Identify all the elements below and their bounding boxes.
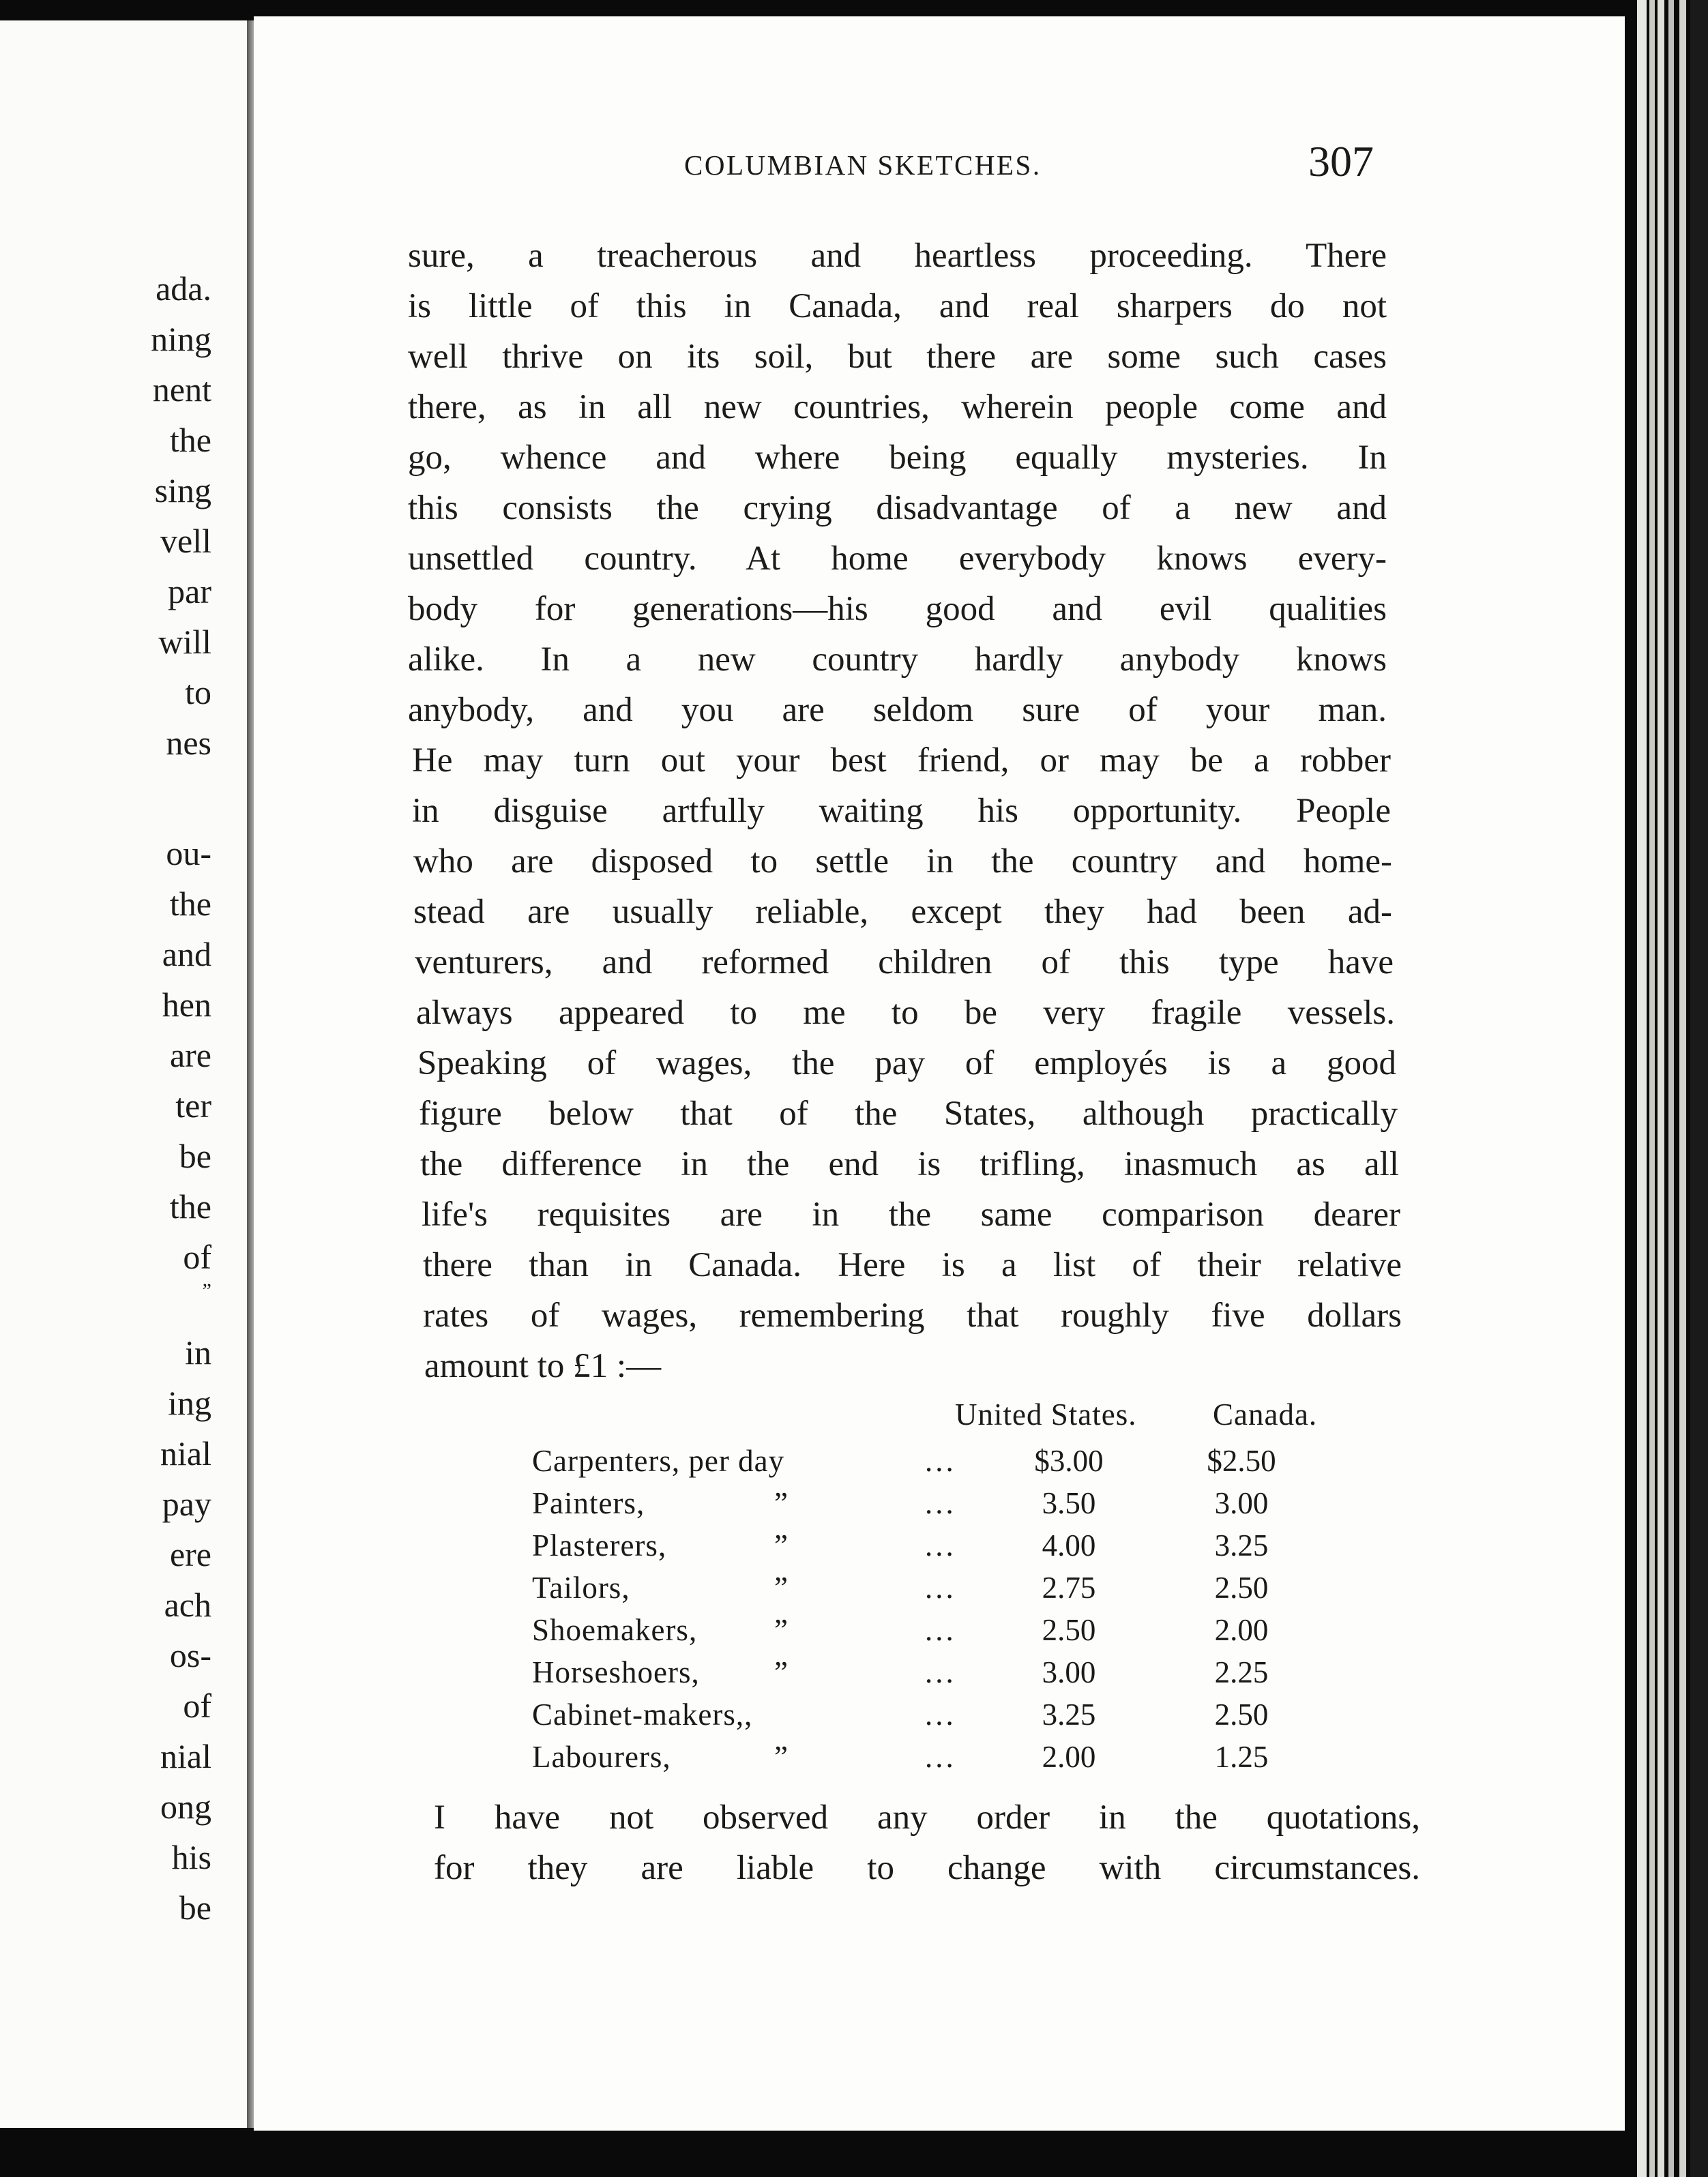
left-page-line: vell	[160, 522, 211, 560]
body-line: anybody, and you are seldom sure of your man.	[408, 691, 1387, 729]
wage-canada: 2.50	[1214, 1571, 1269, 1605]
left-page-line: nial	[160, 1737, 211, 1775]
left-page-line: os-	[169, 1636, 211, 1674]
leader-dots: ...	[925, 1444, 956, 1478]
left-page-line: ach	[164, 1586, 211, 1624]
trade-name: Cabinet-makers,,	[532, 1698, 753, 1732]
ditto-mark: ”	[774, 1613, 788, 1647]
body-line: in disguise artfully waiting his opportunity. People	[412, 792, 1391, 830]
ditto-mark: ”	[774, 1486, 788, 1520]
table-row	[0, 1695, 1708, 1734]
ditto-mark: ”	[774, 1528, 788, 1563]
body-line: this consists the crying disadvantage of a new and	[408, 489, 1387, 527]
body-line: venturers, and reformed children of this type have	[415, 943, 1394, 981]
wage-united-states: 3.25	[1042, 1698, 1096, 1732]
column-header-canada: Canada.	[1213, 1397, 1318, 1432]
left-page-line: nent	[152, 370, 211, 409]
table-row	[0, 1569, 1708, 1607]
body-line: well thrive on its soil, but there are some such cases	[408, 338, 1387, 376]
left-page-line: will	[158, 623, 211, 661]
page-edge	[1649, 0, 1655, 2177]
left-page-line: be	[179, 1889, 211, 1927]
leader-dots: ...	[925, 1528, 956, 1563]
page-edge	[1658, 0, 1664, 2177]
page-number: 307	[1308, 137, 1374, 186]
wage-canada: 3.25	[1214, 1528, 1269, 1563]
left-page-line: nial	[160, 1434, 211, 1472]
wage-canada: 2.25	[1214, 1655, 1269, 1689]
page-edge	[1668, 0, 1674, 2177]
body-line: life's requisites are in the same comparison dearer	[422, 1196, 1400, 1234]
body-line: who are disposed to settle in the country and home-	[413, 842, 1392, 880]
left-page-line: ou-	[166, 834, 211, 872]
table-row	[0, 1442, 1708, 1480]
body-line: body for generations—his good and evil qualities	[408, 590, 1387, 628]
body-line: He may turn out your best friend, or may be a robber	[412, 741, 1391, 780]
body-line: go, whence and where being equally mysteries. In	[408, 439, 1387, 477]
left-page-line: hen	[162, 986, 211, 1024]
table-row	[0, 1526, 1708, 1565]
left-page-line: nes	[166, 724, 211, 762]
left-page-line: in	[185, 1333, 211, 1372]
left-page-line: ing	[168, 1384, 211, 1422]
left-page-line: be	[179, 1137, 211, 1175]
table-row	[0, 1484, 1708, 1522]
wage-united-states: $3.00	[1034, 1444, 1104, 1478]
left-page-line: the	[169, 1187, 211, 1226]
wage-canada: 2.00	[1214, 1613, 1269, 1647]
body-line: Speaking of wages, the pay of employés is a good	[417, 1044, 1396, 1082]
left-page-line: ter	[175, 1086, 211, 1125]
closing-line: I have not observed any order in the quotations,	[434, 1798, 1420, 1837]
left-page-line: the	[169, 885, 211, 923]
previous-page-fragment	[0, 20, 250, 2128]
closing-line: for they are liable to change with circumstances.	[434, 1849, 1420, 1887]
body-line: alike. In a new country hardly anybody knows	[408, 640, 1387, 679]
left-page-line: of	[183, 1238, 211, 1276]
wage-united-states: 4.00	[1042, 1528, 1096, 1563]
left-page-line: and	[162, 935, 211, 973]
wage-united-states: 2.50	[1042, 1613, 1096, 1647]
body-line: sure, a treacherous and heartless proceeding. There	[408, 237, 1387, 275]
page-edge	[1637, 0, 1647, 2177]
table-row	[0, 1738, 1708, 1776]
body-line: there than in Canada. Here is a list of their relative	[423, 1246, 1402, 1284]
left-page-line: ”	[202, 1279, 211, 1302]
wage-united-states: 3.50	[1042, 1486, 1096, 1520]
ditto-mark: ”	[774, 1655, 788, 1689]
wage-canada: 3.00	[1214, 1486, 1269, 1520]
left-page-line: ere	[169, 1535, 211, 1573]
leader-dots: ...	[925, 1613, 956, 1647]
body-line: amount to £1 :—	[424, 1347, 662, 1385]
trade-name: Painters,	[532, 1486, 645, 1520]
page-edge	[1690, 0, 1708, 2177]
left-page-line: are	[169, 1036, 211, 1074]
column-header-united-states: United States.	[955, 1397, 1137, 1432]
leader-dots: ...	[925, 1740, 956, 1774]
left-page-line: pay	[162, 1485, 211, 1523]
body-line: figure below that of the States, although practically	[419, 1095, 1398, 1133]
left-page-line: the	[169, 421, 211, 459]
ditto-mark: ”	[774, 1740, 788, 1774]
page-edge	[1679, 0, 1686, 2177]
body-line: rates of wages, remembering that roughly five dollars	[423, 1297, 1402, 1335]
leader-dots: ...	[925, 1698, 956, 1732]
leader-dots: ...	[925, 1486, 956, 1520]
trade-name: Plasterers,	[532, 1528, 667, 1563]
leader-dots: ...	[925, 1655, 956, 1689]
left-page-line: par	[168, 572, 211, 610]
body-line: is little of this in Canada, and real sharpers do not	[408, 287, 1387, 325]
wage-canada: 1.25	[1214, 1740, 1269, 1774]
running-head: COLUMBIAN SKETCHES.	[684, 149, 1042, 181]
left-page-line: his	[171, 1838, 211, 1876]
wage-united-states: 2.75	[1042, 1571, 1096, 1605]
ditto-mark: ”	[774, 1571, 788, 1605]
left-page-line: sing	[154, 471, 211, 509]
left-page-line: ong	[160, 1788, 211, 1826]
trade-name: Tailors,	[532, 1571, 630, 1605]
trade-name: Horseshoers,	[532, 1655, 700, 1689]
table-row	[0, 1611, 1708, 1649]
trade-name: Labourers,	[532, 1740, 671, 1774]
left-page-line: of	[183, 1687, 211, 1725]
body-line: the difference in the end is trifling, inasmuch as all	[420, 1145, 1399, 1183]
wage-canada: $2.50	[1207, 1444, 1276, 1478]
trade-name: Carpenters, per day	[532, 1444, 785, 1478]
left-page-line: ning	[151, 320, 211, 358]
wage-canada: 2.50	[1214, 1698, 1269, 1732]
wage-united-states: 3.00	[1042, 1655, 1096, 1689]
trade-name: Shoemakers,	[532, 1613, 698, 1647]
body-line: there, as in all new countries, wherein people come and	[408, 388, 1387, 426]
left-page-line: to	[185, 673, 211, 711]
body-line: unsettled country. At home everybody knows every-	[408, 539, 1387, 578]
left-page-line: ada.	[156, 269, 211, 308]
table-row	[0, 1653, 1708, 1691]
wage-united-states: 2.00	[1042, 1740, 1096, 1774]
body-line: always appeared to me to be very fragile vessels.	[416, 994, 1395, 1032]
leader-dots: ...	[925, 1571, 956, 1605]
body-line: stead are usually reliable, except they had been ad-	[413, 893, 1392, 931]
